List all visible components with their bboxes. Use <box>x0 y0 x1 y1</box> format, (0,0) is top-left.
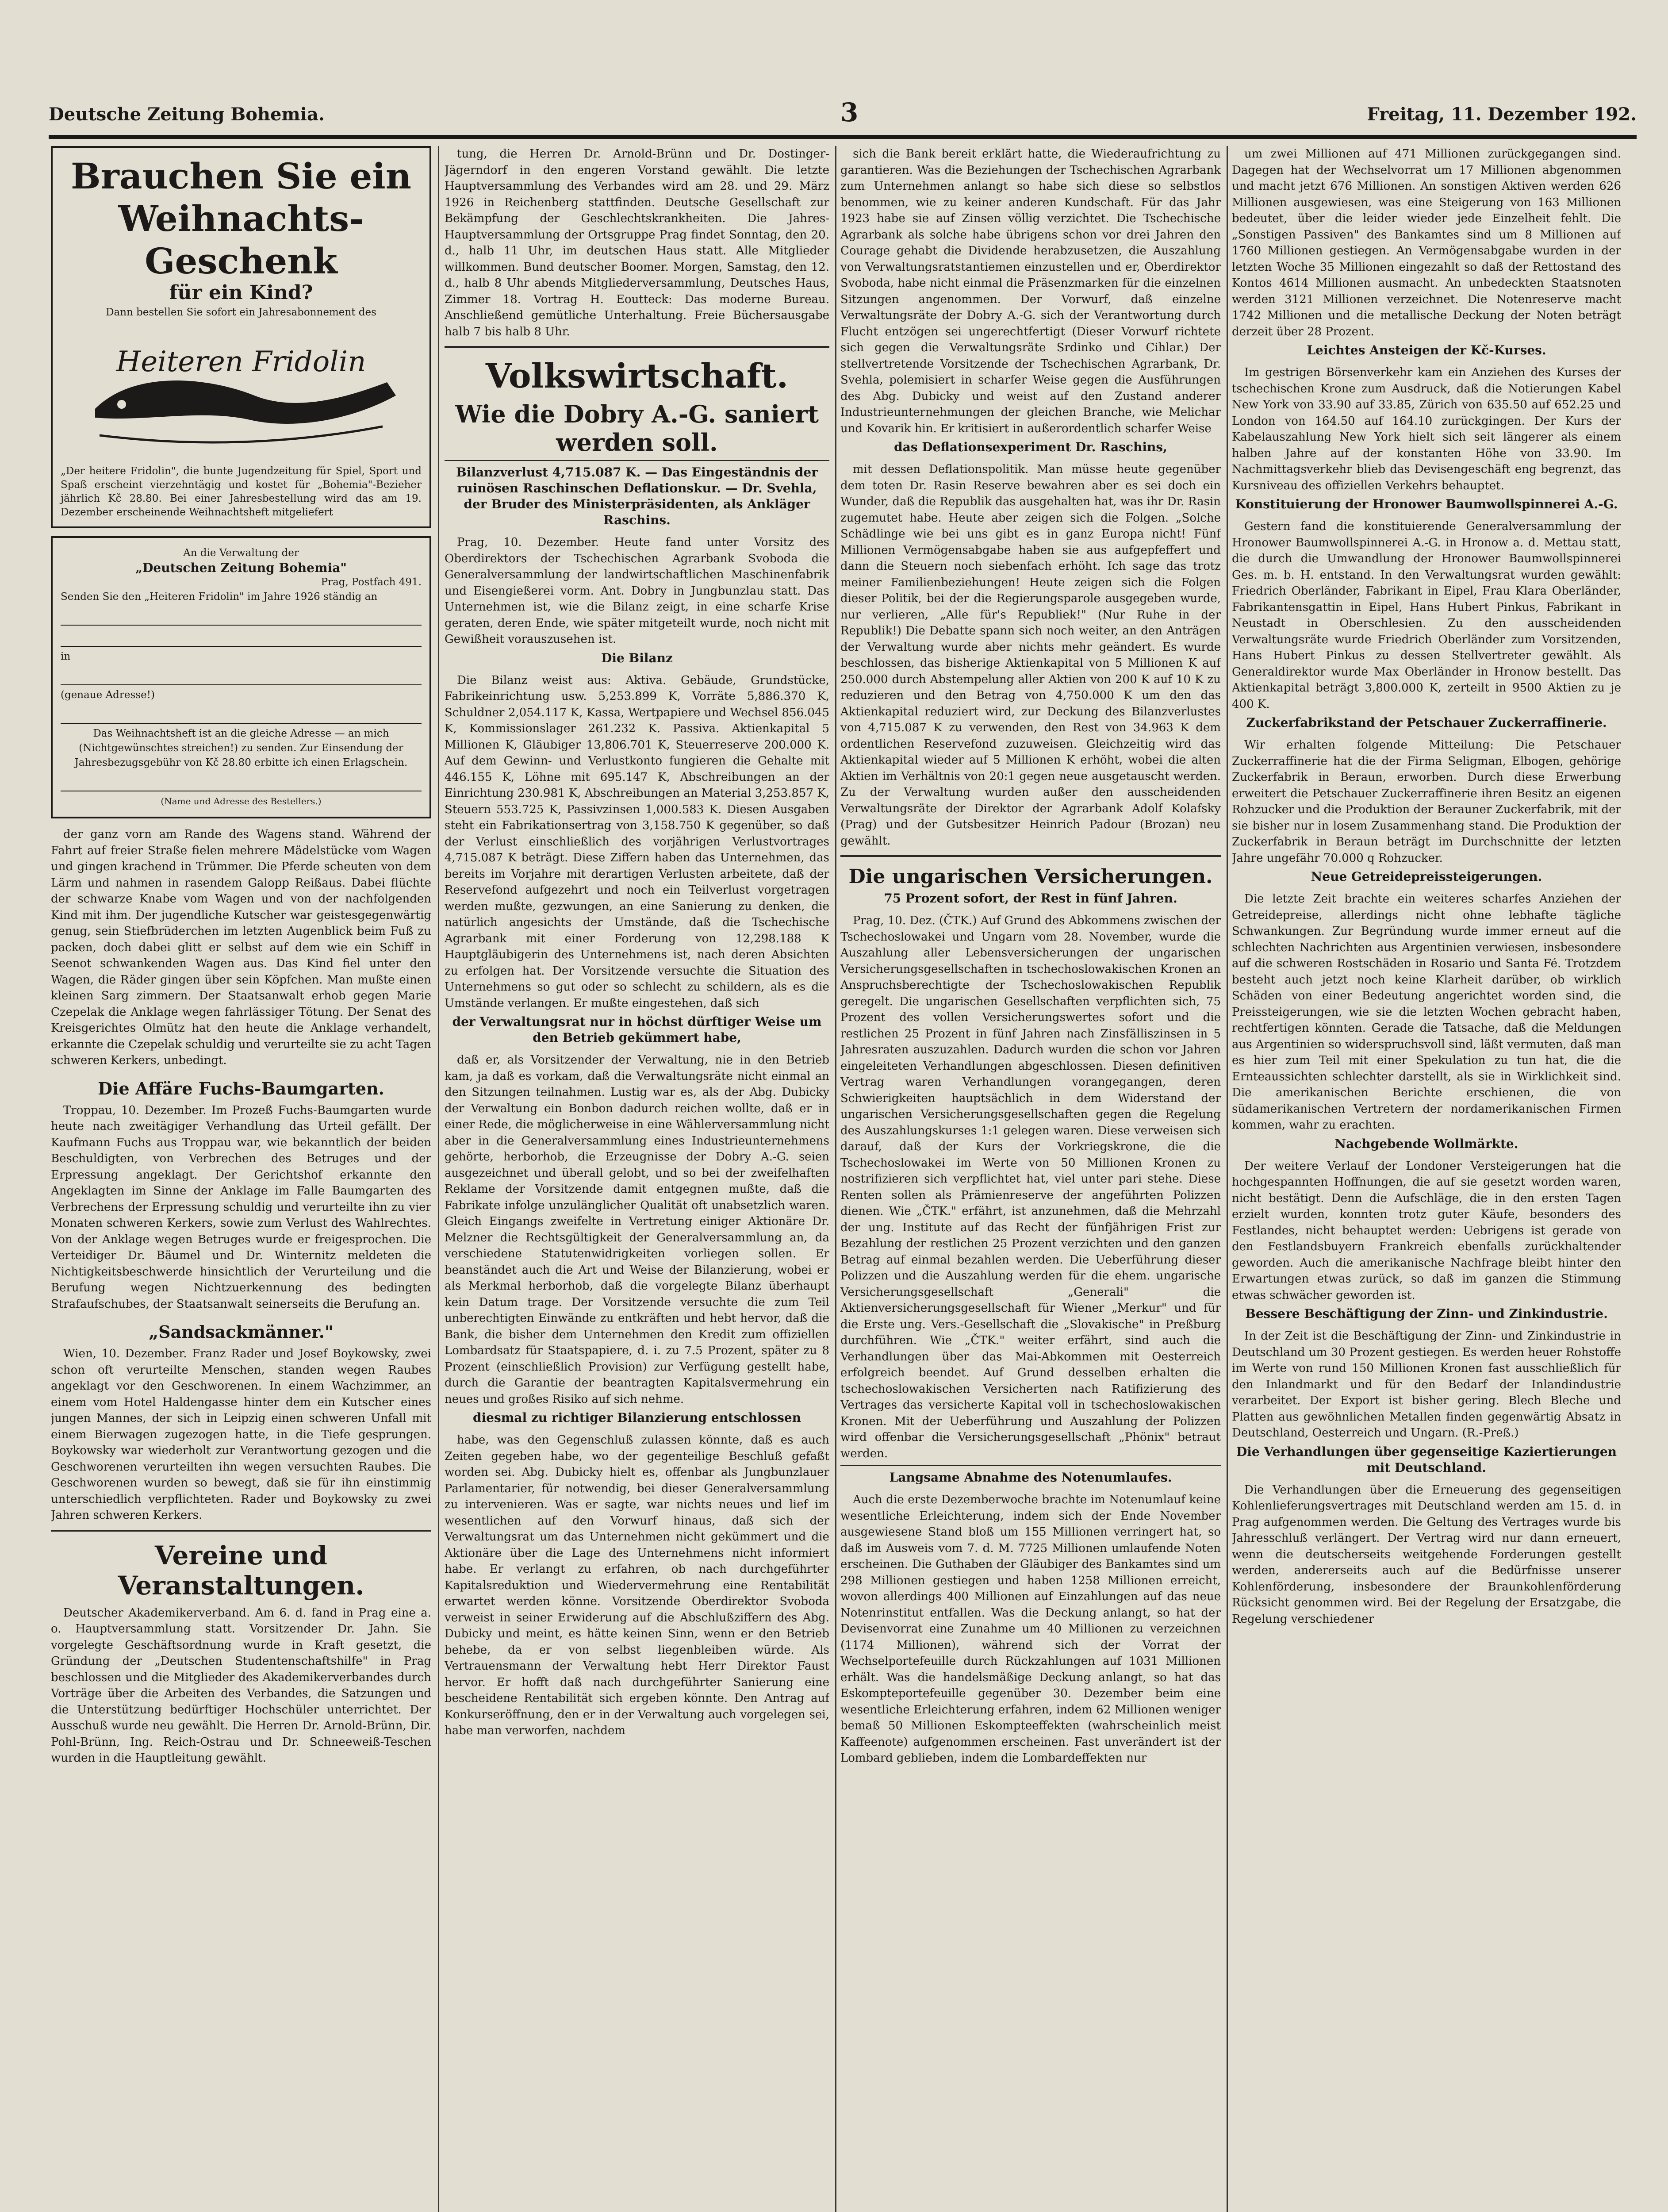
article-body: Die Verhandlungen über die Erneuerung des gegenseitigen Kohlenlieferungsvertrages mit Deutschland werden am 15. d. in Prag aufgenommen werden. Die Geltung des Vertrages wurde bis Jahresschluß verlängert. Der Vertrag wird nur dann erneuert, wenn die deutscherseits weitgehende Forderungen gestellt werden, andererseits auch auf die Bedürfnisse unserer Kohlenförderung, insbesondere der Braunkohlenförderung Rücksicht genommen wird. Bei der Regelung der Ersatzgabe, die Regelung verschiedener <box>1232 1483 1621 1626</box>
article-body: Wien, 10. Dezember. Franz Rader und Josef Boykowsky, zwei schon oft verurteilte Menschen, standen wegen Raubes angeklagt vor den Geschworenen. In einem Wachzimmer, an einem vom Hotel Haldengasse hinter dem ein Kutscher eines jungen Mannes, der sich in Leipzig einen schweren Unfall mit einem Bierwagen zugezogen hatte, in die Tiefe gesprungen. Boykowsky war wiederholt zur Verantwortung gezogen und die Geschworenen verurteilten ihn wegen versuchten Raubes. Die Geschworenen wurden so bewegt, daß sie für ihn einstimmig unterschiedlich verpflichteten. Rader und Boykowsky zu zwei Jahren schweren Kerkers. <box>51 1347 431 1522</box>
article-body: sich die Bank bereit erklärt hatte, die Wiederaufrichtung zu garantieren. Was die Beziehungen der Tschechischen Agrarbank zum Unternehmen anlangt so habe sich diese so selbstlos benommen, wie zu keiner anderen Kundschaft. Für das Jahr 1923 habe sie auf Zinsen völlig verzichtet. Die Tschechische Agrarbank als solche habe übrigens schon vor drei Jahren den Courage gehabt die Dividende herabzusetzen, die Auszahlung von Verwaltungsratstantiemen einzustellen und er, Oberdirektor Svoboda, habe nicht einmal die Präsenzmarken für die einzelnen Sitzungen angenommen. Der Vorwurf, daß einzelne Verwaltungsräte der Dobry A.-G. sich der Verantwortung durch Flucht entzögen sei ungerechtfertigt (Dieser Vorwurf richtete sich gegen die Verwaltungsräte Srdinko und Cihlar.) Der stellvertretende Vorsitzende der Tschechischen Agrarbank, Dr. Svehla, polemisiert in scharfer Weise gegen die Ausführungen des Abg. Dubicky und weist auf den Zustand anderer Industrieunternehmungen der gleichen Branche, wie Melichar und Kovarik hin. Er kritisiert in außerordentlich scharfer Weise <box>840 147 1221 435</box>
article-body: Gestern fand die konstituierende Generalversammlung der Hronower Baumwollspinnerei A.-G. in Hronow a. d. Mettau statt, die durch die Umwandlung der Hronower Baumwollspinnerei Ges. m. b. H. entstand. In den Verwaltungsrat wurden gewählt: Friedrich Oberländer, Fabrikant in Eipel, Frau Klara Oberländer, Fabrikantensgattin in Eipel, Hans Hubert Pinkus, Fabrikant in Neustadt in Oberschlesien. Zu den ausscheidenden Verwaltungsräte wurde Friedrich Oberländer zum Vorsitzenden, Hans Hubert Pinkus zu dessen Stellvertreter gewählt. Als Generaldirektor wurde Max Oberländer in Hronow bestellt. Das Aktienkapital beträgt 3,800.000 K, zerteilt in 9500 Aktien zu je 400 K. <box>1232 520 1621 711</box>
article-title: Die ungarischen Versicherungen. <box>848 865 1213 888</box>
coupon-line[interactable] <box>61 628 422 647</box>
article-body: Wir erhalten folgende Mitteilung: Die Petschauer Zuckerraffinerie hat die der Firma Seligman, Elbogen, gehörige Zuckerfabrik in Beraun, erworben. Durch diese Erwerbung erweitert die Petschauer Zuckerraffinerie ihren Besitz an eigenen Rohzucker und die Produktion der Berauner Zuckerfabrik, mit der sie bisher nur in losem Zusammenhang stand. Die Produktion der Zuckerfabrik in Beraun beträgt im Durchschnitte der letzten Jahre ungefähr 70.000 q Rohzucker. <box>1232 738 1621 865</box>
section-title: Vereine und Veranstaltungen. <box>118 1540 364 1601</box>
divider <box>445 346 829 348</box>
page-number: 3 <box>840 97 859 127</box>
ad-headline: Brauchen Sie ein Weihnachts-Geschenk <box>71 155 411 282</box>
coupon-line[interactable] <box>61 773 422 791</box>
article-body: Die letzte Zeit brachte ein weiteres scharfes Anziehen der Getreidepreise, allerdings nicht ohne lebhafte tägliche Schwankungen. Zur Begründung wurde immer erneut auf die schlechten Nachrichten aus Argentinien verwiesen, insbesondere auf die schweren Rostschäden in Rosario und Santa Fé. Trotzdem besteht auch jetzt noch keine Klarheit darüber, ob wirklich Schäden von einer Bedeutung angerichtet worden sind, die Preissteigerungen, wie sie die letzten Wochen gebracht haben, rechtfertigen könnten. Gerade die Tatsache, daß die Meldungen aus Argentinien so widerspruchsvoll sind, läßt vermuten, daß man es hier zum Teil mit einer Spekulation zu tun hat, die die Ernteaussichten schlechter darstellt, als sie in Wirklichkeit sind. Die amerikanischen Berichte erschienen, die von südamerikanischen Vertretern der nordamerikanischen Firmen kommen, wahr zu erachten. <box>1232 892 1621 1132</box>
article-body: daß er, als Vorsitzender der Verwaltung, nie in den Betrieb kam, ja daß es vorkam, daß die Verwaltungsräte nicht einmal an den Sitzungen teilnahmen. Lustig war es, als der Abg. Dubicky der Verwaltung ein Bonbon dadurch reichen wollte, daß er in einer Rede, die möglicherweise in eine Wählerversammlung nicht aber in die Generalversammlung eines Industrieunternehmens gehörte, herborhob, die Erzeugnisse der Dobry A.-G. seien ausgezeichnet und überall gelobt, und so bei der zweifelhaften Reklame der Vorsitzende damit entgegnen mußte, daß die Fabrikate infolge unzulänglicher Qualität oft unabsetzlich waren. Gleich Eingangs zweifelte in Vertretung einiger Aktionäre Dr. Melzner die Rechtsgültigkeit der Generalversammlung an, da verschiedene Statutenwidrigkeiten vorliegen sollen. Er beanständet auch die Art und Weise der Bilanzierung, wobei er als Merkmal herborhob, daß die vorgelegte Bilanz überhaupt kein Datum trage. Der Vorsitzende versuchte die zum Teil unberechtigten Einwände zu entkräften und hebt hervor, daß die Bank, die bisher dem Unternehmen den Kredit zum offiziellen Lombardsatz für Staatspapiere, d. i. zu 7.5 Prozent, später zu 8 Prozent (einschließlich Provision) zur Verfügung gestellt habe, durch die Garantie der beantragten Kapitalsvermehrung ein neues und großes Risiko auf sich nehme. <box>445 1053 829 1406</box>
section-title: Volkswirtschaft. <box>485 356 789 396</box>
article-body: Im gestrigen Börsenverkehr kam ein Anziehen des Kurses der tschechischen Krone zum Ausdruck, daß die Notierungen Kabel New York von 33.90 auf 33.85, Zürich von 635.50 auf 652.25 und London von 164.50 auf 164.10 zurückgingen. Der Kurs der Kabelauszahlung New York hielt sich seit längerer als einem halben Jahre auf der konstanten Höhe von 33.90. Im Nachmittagsverkehr blieb das Devisengeschäft eng begrenzt, das Kursniveau des offiziellen Verkehrs behauptet. <box>1232 366 1621 492</box>
article-body: Deutscher Akademikerverband. Am 6. d. fand in Prag eine a. o. Hauptversammlung statt. Vorsitzender Dr. Jahn. Sie vorgelegte Geschäftsordnung wurde in Kraft gesetzt, die Gründung der „Deutschen Studentenschaftshilfe" in Prag beschlossen und die Mitglieder des Akademikerverbandes durch Vorträge über die Arbeiten des Verbandes, die Satzungen und die Unterstützung bedürftiger Hochschüler unterrichtet. Der Ausschuß wurde neu gewählt. Die Herren Dr. Arnold-Brünn, Dir. Pohl-Brünn, Ing. Reich-Ostrau und Dr. Schneeweiß-Teschen wurden in die Hauptleitung gewählt. <box>51 1606 431 1765</box>
subheading: Die Verhandlungen über gegenseitige Kaziertierungen mit Deutschland. <box>1236 1444 1617 1475</box>
coupon-field-in: in <box>61 651 71 662</box>
issue-date: Freitag, 11. Dezember 192. <box>1367 104 1637 125</box>
fridolin-advertisement <box>51 146 431 528</box>
column-1 <box>51 146 431 2212</box>
article-body: Troppau, 10. Dezember. Im Prozeß Fuchs-Baumgarten wurde heute nach zweitägiger Verhandlung das Urteil gefällt. Der Kaufmann Fuchs aus Troppau war, wie bekanntlich der beiden Beschuldigten, von Verbrechen des Betruges und der Erpressung angeklagt. Der Gerichtshof erkannte den Angeklagten im Sinne der Anklage im Falle Baumgarten des Verbrechens der Erpressung schuldig und verurteilte ihn zu vier Monaten schweren Kerkers, sowie zum Verlust des Wahlrechtes. Von der Anklage wegen Betruges wurde er freigesprochen. Die Verteidiger Dr. Bäumel und Dr. Winternitz meldeten die Nichtigkeitsbeschwerde hinsichtlich der Verurteilung und die Berufung wegen Nichtzuerkennung des bedingten Strafaufschubes, der Staatsanwalt seinerseits die Berufung an. <box>51 1103 431 1311</box>
column-3 <box>840 146 1221 2212</box>
column-4 <box>1232 146 1621 2212</box>
column-rule <box>438 146 439 2212</box>
subheading: das Deflationsexperiment Dr. Raschins, <box>894 440 1167 454</box>
divider <box>445 460 829 461</box>
coupon-line[interactable] <box>61 705 422 724</box>
article-body: In der Zeit ist die Beschäftigung der Zinn- und Zinkindustrie in Deutschland um 30 Prozent gestiegen. Es werden heuer Rohstoffe im Werte von rund 150 Millionen Kronen fast ausschließlich für den Inlandmarkt und für den Bedarf der Inlandindustrie verarbeitet. Der Export ist bisher gering. Blech Bleche und Platten aus gewöhnlichen Metallen finden gegenwärtig Absatz in Deutschland, Oesterreich und Ungarn. (R.-Preß.) <box>1232 1329 1621 1440</box>
article-body: Prag, 10. Dezember. Heute fand unter Vorsitz des Oberdirektors der Tschechischen Agrarbank Svoboda die Generalversammlung der landwirtschaftlichen Maschinenfabrik und Eisengießerei vorm. Ant. Dobry in Jungbunzlau statt. Das Unternehmen ist, wie die Bilanz zeigt, in eine scharfe Krise geraten, deren Ende, wie später mitgeteilt wurde, noch nicht mit Gewißheit vorauszusehen ist. <box>445 536 829 646</box>
subheading: Langsame Abnahme des Notenumlaufes. <box>889 1470 1172 1485</box>
fridolin-logo-icon <box>69 329 414 453</box>
article-continuation: der ganz vorn am Rande des Wagens stand. Während der Fahrt auf freier Straße fielen mehrere Mädelstücke vom Wagen und gingen krachend in Trümmer. Die Pferde scheuten von dem Lärm und nahmen in rasendem Galopp Reißaus. Dabei flüchte der schwarze Knabe vom Wagen und von der nachfolgenden Kind mit ihm. Der jugendliche Kutscher war geistesgegenwärtig genug, sein Stiefbrüderchen im letzten Augenblick beim Fuß zu packen, doch dabei glitt er selbst auf dem wie ein Schiff in Seenot schwankenden Wagen aus. Das Kind fiel unter den Wagen, die Räder gingen über sein Köpfchen. Man mußte einen kleinen Sarg zimmern. Der Staatsanwalt erhob gegen Marie Czepelak die Anklage wegen fahrlässiger Tötung. Der Senat des Kreisgerichtes Olmütz hat den heute die Anklage verhandelt, erkannte die Czepelak schuldig und verurteilte sie zu acht Tagen schweren Kerkers, unbedingt. <box>51 828 431 1067</box>
subheading: diesmal zu richtiger Bilanzierung entschlossen <box>472 1410 801 1425</box>
article-title: Die Affäre Fuchs-Baumgarten. <box>98 1078 384 1098</box>
column-2 <box>445 146 829 2212</box>
divider <box>840 1465 1221 1466</box>
coupon-note: Das Weihnachtsheft ist an die gleiche Adresse — an mich (Nichtgewünschtes streichen!) zu senden. Zur Einsendung der Jahresbezugsgebühr von Kč 28.80 erbitte ich einen Erlagschein. <box>74 728 408 768</box>
subheading: Nachgebende Wollmärkte. <box>1334 1136 1518 1151</box>
article-body: habe, was den Gegenschluß zulassen könnte, daß es auch Zeiten gegeben habe, wo der gegenteilige Beschluß gefaßt worden sei. Abg. Dubicky hielt es, offenbar als Jungbunzlauer Parlamentarier, für notwendig, bei dieser Generalversammlung zu intervenieren. Was er sagte, war nichts neues und lief im wesentlichen auf den Vorwurf hinaus, daß sich der Verwaltungsrat um das Unternehmen nicht gekümmert und die Aktionäre über die Lage des Unternehmens nicht informiert habe. Er verlangt zu erfahren, ob nach durchgeführter Kapitalsreduktion und Wiedervermehrung eine Rentabilität erwartet werden könne. Vorsitzende Oberdirektor Svoboda verweist in seiner Erwiderung auf die Abschlußziffern des Abg. Dubicky und meint, es hätte keinen Sinn, wenn er den Betrieb behebe, da er von selbst liegenbleiben würde. Als Vertrauensmann der Verwaltung hebt Herr Direktor Faust hervor. Er hofft daß nach durchgeführter Sanierung eine bescheidene Rentabilität sich ergeben könnte. Den Antrag auf Konkurseröffnung, den er in der Verwaltung auch vorgelegen sei, habe man verworfen, nachdem <box>445 1433 829 1737</box>
divider <box>840 855 1221 857</box>
coupon-address: Prag, Postfach 491. <box>321 576 422 588</box>
coupon-paper: „Deutschen Zeitung Bohemia" <box>135 561 347 575</box>
coupon-footer: (Name und Adresse des Bestellers.) <box>161 796 322 806</box>
subheading: Zuckerfabrikstand der Petschauer Zuckerraffinerie. <box>1246 715 1607 730</box>
divider <box>51 1530 431 1532</box>
subheading: Die Bilanz <box>601 650 673 665</box>
article-continuation: tung, die Herren Dr. Arnold-Brünn und Dr. Dostinger-Jägerndorf in den engeren Vorstand gewählt. Die letzte Hauptversammlung des Verbandes wird am 28. und 29. März 1926 in Reichenberg stattfinden. Deutsche Gesellschaft zur Bekämpfung der Geschlechtskrankheiten. Die Jahres-Hauptversammlung der Ortsgruppe Prag findet Sonntag, den 20. d., halb 11 Uhr, im deutschen Haus statt. Alle Mitglieder willkommen. Bund deutscher Boomer. Morgen, Samstag, den 12. d., halb 8 Uhr abends Mitgliederversammlung, Deutsches Haus, Zimmer 18. Vortrag H. Eoutteck: Das moderne Bureau. Anschließend gemütliche Unterhaltung. Freie Büchersausgabe halb 7 bis halb 8 Uhr. <box>445 147 829 338</box>
article-body: um zwei Millionen auf 471 Millionen zurückgegangen sind. Dagegen hat der Wechselvorrat um 17 Millionen abgenommen und macht jetzt 676 Millionen. An sonstigen Aktiven werden 626 Millionen ausgewiesen, was eine Steigerung von 163 Millionen bedeutet, über die leider wieder jede Einzelheit fehlt. Die „Sonstigen Passiven" des Bankamtes sind um 8 Millionen auf 1760 Millionen gestiegen. An Vermögensabgabe wurden in der letzten Woche 35 Millionen eingezahlt so daß der Rettostand des Kontos 4614 Millionen ausmacht. An unbedeckten Staatsnoten werden 3121 Millionen verzeichnet. Die Notenreserve macht 1742 Millionen und die metallische Deckung der Noten beträgt derzeit über 28 Prozent. <box>1232 147 1621 338</box>
paper-name: Deutsche Zeitung Bohemia. <box>49 104 325 125</box>
article-body: Prag, 10. Dez. (ČTK.) Auf Grund des Abkommens zwischen der Tschechoslowakei und Ungarn vom 28. November, wurde die Auszahlung aller Lebensversicherungen der ungarischen Versicherungsgesellschaften in tschechoslowakischen Kronen an Anspruchsberechtigte der Tschechoslowakischen Republik geregelt. Die ungarischen Gesellschaften verpflichten sich, 75 Prozent des vollen Versicherungswertes sofort und die restlichen 25 Prozent in fünf Jahren nach Zinsfälliszinsen in 5 Jahresraten auszuzahlen. Dadurch wurden die schon vor Jahren eingeleiteten Verhandlungen abgeschlossen. Diesen definitiven Vertrag waren Verhandlungen vorangegangen, deren Schwierigkeiten hauptsächlich in dem Widerstand der ungarischen Versicherungsgesellschaften gegen die Regelung des Auszahlungskurses 1:1 gelegen waren. Diese verweisen sich darauf, daß der Kurs der Vorkriegskrone, die die Tschechoslowakei im Werte von 50 Millionen Kronen zu nostrifizieren sich verpflichtet hat, viel unter pari stehe. Diese Renten sollen als Prämienreserve der angeführten Polizzen dienen. Wie „ČTK." erfährt, ist anzunehmen, daß die Mehrzahl der ung. Institute auf das Recht der fünfjährigen Frist zur Bezahlung der restlichen 25 Prozent verzichten und den ganzen Betrag auf einmal bezahlen werden. Die Ueberführung dieser Polizzen und die Auszahlung werden für die ehem. ungarische Versicherungsgesellschaft „Generali" die Aktienversicherungsgesellschaft für Wiener „Merkur" und für die Erste ung. Vers.-Gesellschaft die „Slovakische" in Preßburg durchführen. Wie „ČTK." weiter erfährt, sind auch die Verhandlungen über das Mai-Abkommen mit Oesterreich erfolgreich beendet. Auf Grund desselben erhalten die tschechoslowakischen Versicherten nach Ratifizierung des Vertrages das versicherte Kapital voll in tschechoslowakischen Kronen. Mit der Ueberführung und Auszahlung der Polizzen wird offenbar die Versicherungsgesellschaft „Phönix" betraut werden. <box>840 914 1221 1460</box>
article-subtitle: 75 Prozent sofort, der Rest in fünf Jahren. <box>884 891 1177 906</box>
ad-tagline: Dann bestellen Sie sofort ein Jahresabonnement des <box>106 306 376 318</box>
article-subtitle: Bilanzverlust 4,715.087 K. — Das Eingeständnis der ruinösen Raschinschen Deflationskur. — Dr. Svehla, der Bruder des Ministerpräsidenten, als Ankläger Raschins. <box>456 465 818 527</box>
coupon-to: An die Verwaltung der <box>183 547 299 559</box>
article-title: „Sandsackmänner." <box>149 1322 334 1342</box>
logo-text: Heiteren Fridolin <box>116 345 366 378</box>
subheading: Neue Getreidepreissteigerungen. <box>1311 869 1542 884</box>
subheading: Leichtes Ansteigen der Kč-Kurses. <box>1307 343 1546 357</box>
article-title: Wie die Dobry A.-G. saniert werden soll. <box>455 400 819 457</box>
column-rule <box>835 146 836 2212</box>
order-coupon <box>51 536 431 818</box>
subheading: Bessere Beschäftigung der Zinn- und Zinkindustrie. <box>1245 1306 1608 1321</box>
column-rule <box>1227 146 1228 2212</box>
coupon-line[interactable] <box>61 667 422 685</box>
article-body: Der weitere Verlauf der Londoner Versteigerungen hat die hochgespannten Hoffnungen, die auf sie gesetzt worden waren, nicht bestätigt. Denn die Aufschläge, die in den ersten Tagen erzielt wurden, konnten trotz guter Käufe, besonders des Festlandes, nicht behauptet werden: Uebrigens ist gerade von den Festlandsbuyern Frankreich ebenfalls zurückhaltender geworden. Auch die amerikanische Nachfrage bleibt hinter den Erwartungen etwas zurück, so daß im ganzen die Stimmung etwas schwächer geworden ist. <box>1232 1159 1621 1302</box>
masthead <box>49 95 1637 139</box>
coupon-field-address: (genaue Adresse!) <box>61 689 155 701</box>
coupon-send: Senden Sie den „Heiteren Fridolin" im Jahre 1926 ständig an <box>61 591 378 603</box>
subheading: der Verwaltungsrat nur in höchst dürftiger Weise um den Betrieb gekümmert habe, <box>452 1014 822 1045</box>
article-body: Auch die erste Dezemberwoche brachte im Notenumlauf keine wesentliche Erleichterung, indem sich der Ende November ausgewiesene Stand bloß um 155 Millionen verringert hat, so daß im Ausweis vom 7. d. M. 7725 Millionen umlaufende Noten erscheinen. Die Guthaben der Gläubiger des Bankamtes sind um 298 Millionen gestiegen und haben 1258 Millionen erreicht, wovon allerdings 400 Millionen auf Einzahlungen auf das neue Notenrinstitut entfallen. Was die Deckung anlangt, so hat der Devisenvorrat eine Zunahme um 40 Millionen zu verzeichnen (1174 Millionen), während sich der Vorrat der Wechselportefeuille durch Rückzahlungen auf 1031 Millionen erhält. Was die handelsmäßige Deckung anlangt, so hat das Eskompteportefeuille gegenüber 30. Dezember beim eine wesentliche Erleichterung erfahren, indem 62 Millionen weniger bemaß 50 Millionen Eskompteeffekten (wahrscheinlich meist Kaffeenote) aufgenommen erscheinen. Fast unverändert ist der Lombard geblieben, indem die Lombardeffekten nur <box>840 1493 1221 1765</box>
article-body: mit dessen Deflationspolitik. Man müsse heute gegenüber dem toten Dr. Rasin Reserve bewahren aber es sei doch ein Wunder, daß die Republik das ausgehalten hat, was ihr Dr. Rasin zugemutet habe. Heute aber zeigen sich die Folgen. „Solche Schädlinge wie bei uns gibt es in ganz Europa nicht! Fünf Millionen Vermögensabgabe haben sie aus aufgepfeffert und dann die Steuern noch siebenfach erhöht. Ich sage das trotz meiner Familienbeziehungen! Heute zeigen sich die Folgen dieser Politik, bei der die Regierungsparole ausgegeben wurde, nur verlieren, „Alle für's Republiek!" (Nur Ruhe in der Republik!) Die Debatte spann sich noch weiter, an den Anträgen der Verwaltung wurde aber nichts mehr geändert. Es wurde beschlossen, das bisherige Aktienkapital von 5 Millionen K auf 250.000 durch Abstempelung aller Aktien von 200 K auf 10 K zu reduzieren und den Betrag von 4,750.000 K um den das Aktienkapital reduziert wird, zur Deckung des Bilanzverlustes von 4,715.087 K zu verwenden, den Rest von 34.963 K dem ordentlichen Reservefond zuzuweisen. Gleichzeitig wird das Aktienkapital wieder auf 5 Millionen K erhöht, wobei die alten Aktien im Verhältnis von 20:1 gegen neue ausgetauscht werden. Zu der Verwaltung wurden außer den ausscheidenden Verwaltungsräte der Direktor der Agrarbank Adolf Kolafsky (Prag) und der Gutsbesitzer Heinrich Padour (Brozan) neu gewählt. <box>840 463 1221 848</box>
ad-subheadline: für ein Kind? <box>169 281 313 304</box>
subheading: Konstituierung der Hronower Baumwollspinnerei A.-G. <box>1235 497 1618 511</box>
ad-body: „Der heitere Fridolin", die bunte Jugendzeitung für Spiel, Sport und Spaß erscheint vierzehntägig und kostet für „Bohemia"-Bezieher jährlich Kč 28.80. Bei einer Jahresbestellung wird das am 19. Dezember erscheinende Weihnachtsheft mitgeliefert <box>61 465 422 518</box>
coupon-line[interactable] <box>61 607 422 626</box>
article-body: Die Bilanz weist aus: Aktiva. Gebäude, Grundstücke, Fabrikeinrichtung usw. 5,253.899 K, Vorräte 5,886.370 K, Schuldner 2,054.117 K, Kassa, Wertpapiere und Wechsel 856.045 K, Kommissionslager 261.232 K. Passiva. Aktienkapital 5 Millionen K, Gläubiger 13,806.701 K, Steuerreserve 200.000 K. Auf dem Gewinn- und Verlustkonto fungieren die Gehalte mit 446.155 K, Löhne mit 695.147 K, Abschreibungen an der Einrichtung 230.981 K, Abschreibungen an Material 3,253.857 K, Steuern 553.725 K, Passivzinsen 1,000.583 K. Diesen Ausgaben steht ein Fabrikationsertrag von 3,158.750 K gegenüber, so daß der Verlust einschließlich des vorjährigen Verlustvortrages 4,715.087 K beträgt. Diese Ziffern haben das Unternehmen, das bereits im Vorjahre mit derartigen Verlusten arbeitete, daß der Reservefond aufgezehrt und noch ein Teilverlust vorgetragen werden mußte, gezwungen, an eine Sanierung zu denken, die natürlich angesichts der Umstände, daß die Tschechische Agrarbank mit einer Forderung von 12,298.188 K Hauptgläubigerin des Unternehmens ist, nach deren Absichten zu erfolgen hat. Der Vorsitzende versuchte die Situation des Unternehmens so gut oder so schlecht zu schildern, als es die Umstände verlangen. Er mußte eingestehen, daß sich <box>445 673 829 1010</box>
